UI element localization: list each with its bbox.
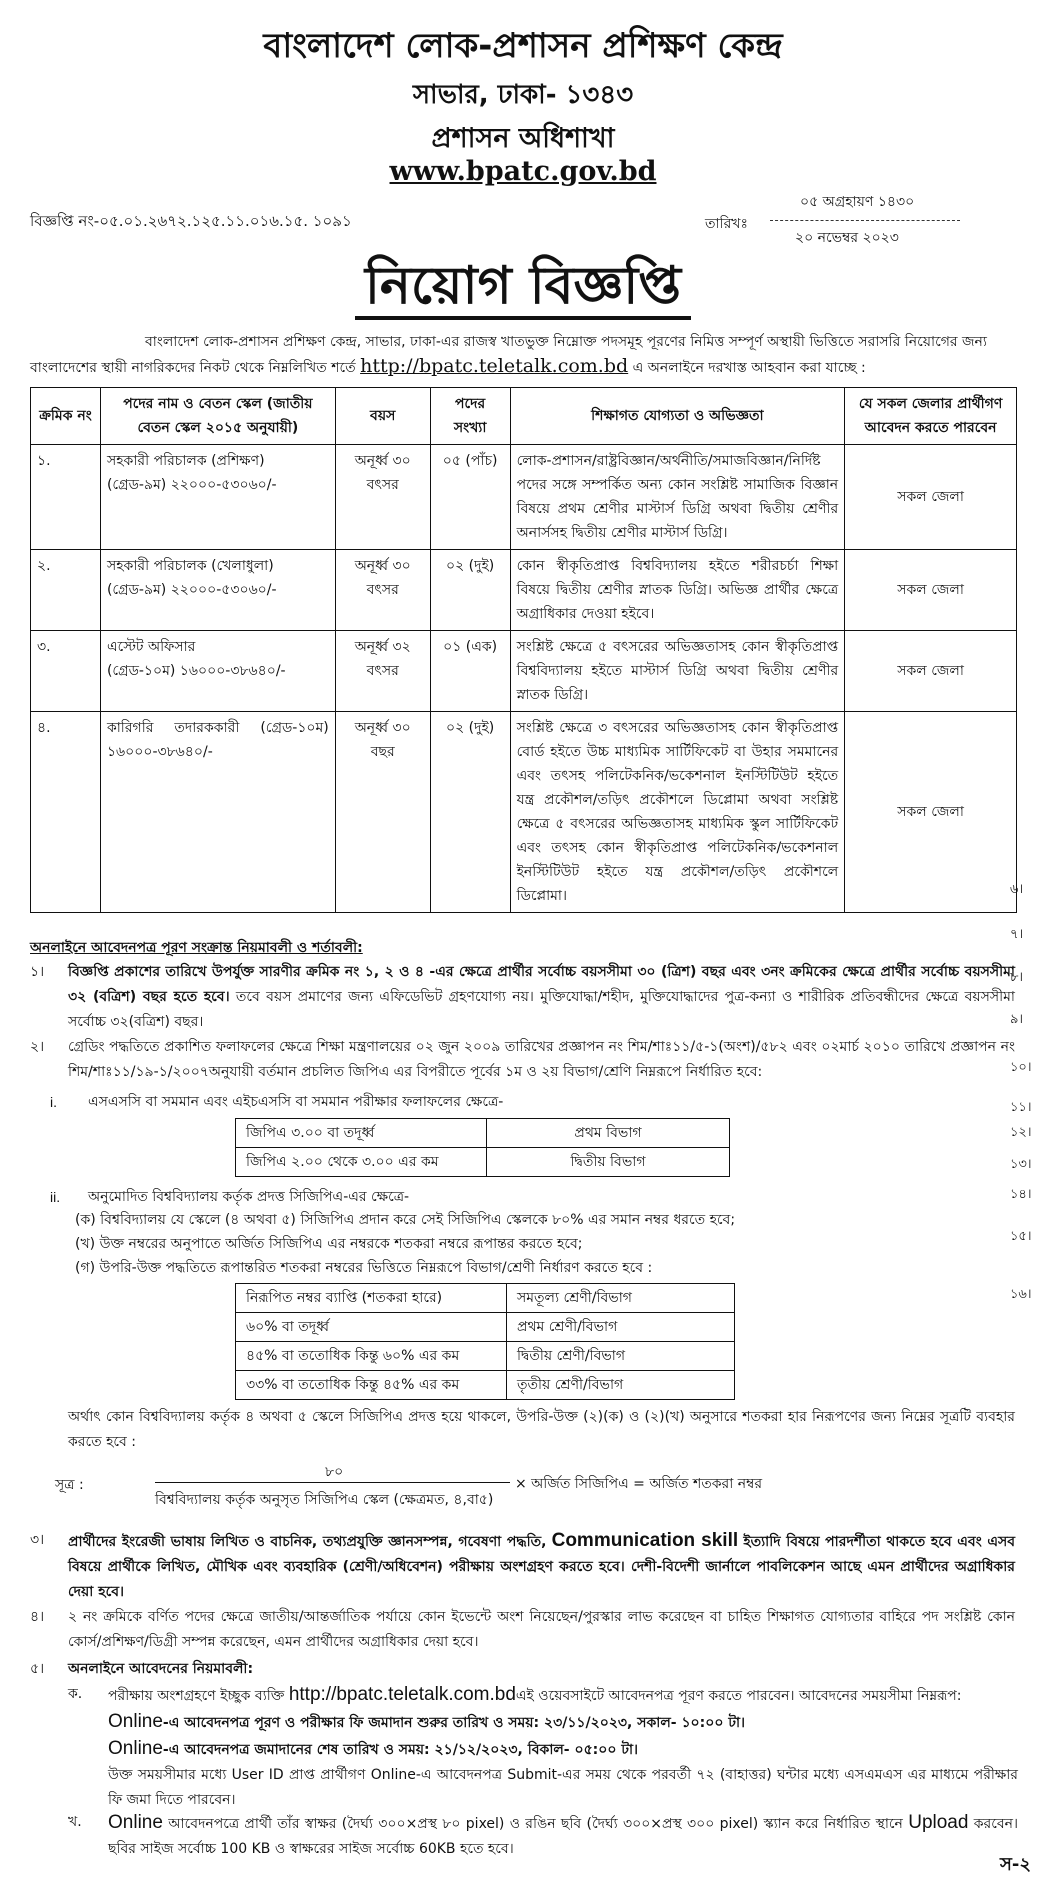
rule-1 — [30, 960, 1015, 1035]
gpa-range: জিপিএ ২.০০ থেকে ৩.০০ এর কম — [236, 1148, 487, 1177]
ka-text: পরীক্ষায় অংশগ্রহণে ইচ্ছুক ব্যক্তি — [108, 1688, 285, 1704]
posts-table — [30, 387, 1017, 913]
rule-text: ২ নং ক্রমিকে বর্ণিত পদের ক্ষেত্রে জাতীয়/আন্তর্জাতিক পর্যায়ে কোন ইভেন্টে অংশ নিয়েছেন/পুরস্কার লাভ করেছেন বা চাহিত শিক্ষাগত যোগ্যতার বাহিরে পদ সংশ্লিষ্ট কোন কোর্স/প্রশিক্ষণ/ডিগ্রী সম্পন্ন করেছেন, এমন প্রার্থীদের অগ্রাধিকার দেয়া হবে। — [68, 1609, 1015, 1650]
table-row — [236, 1148, 730, 1177]
rule-2-ga: (গ) উপরি-উক্ত পদ্ধতিতে রূপান্তরিত শতকরা নম্বরের ভিত্তিতে নিম্নরূপে বিভাগ/শ্রেণী নির্ধারণ করতে হবে : — [75, 1260, 653, 1276]
cell-post — [100, 631, 335, 712]
rule-number: ১। — [30, 964, 45, 980]
rule-2-ka: (ক) বিশ্ববিদ্যালয় যে স্কেলে (৪ অথবা ৫) সিজিপিএ প্রদান করে সেই সিজিপিএ স্কেলকে ৮০% এর সমান নম্বর ধরতে হবে; — [75, 1212, 736, 1228]
cgpa-formula — [55, 1460, 855, 1515]
start-date: -এ আবেদনপত্র পূরণ ও পরীক্ষার ফি জমাদান শুরুর তারিখ ও সময়: ২৩/১১/২০২৩, সকাল- ১০:০০ টা। — [162, 1715, 746, 1731]
cell-age: অনূর্ধ্ব ৩০ বছর — [335, 712, 430, 913]
post-grade: (গ্রেড-৯ম) ২২০০০-৫৩০৬০/- — [106, 477, 277, 493]
sub-text: এসএসসি বা সমমান এবং এইচএসসি বা সমমান পরীক্ষার ফলাফলের ক্ষেত্রে- — [88, 1094, 504, 1110]
table-row — [31, 631, 1017, 712]
intro-paragraph — [30, 330, 1020, 380]
cell-qualification: সংশ্লিষ্ট ক্ষেত্রে ৫ বৎসরের অভিজ্ঞতাসহ কোন স্বীকৃতিপ্রাপ্ত বিশ্ববিদ্যালয় হইতে মাস্টার্স ডিগ্রি অথবা দ্বিতীয় শ্রেণীর স্নাতক ডিগ্রি। — [510, 631, 845, 712]
formula-numerator: ৮০ — [325, 1464, 344, 1480]
rule-3-bold: প্রার্থীদের ইংরেজী ভাষায় লিখিত ও বাচনিক, তথ্যপ্রযুক্তি জ্ঞানসম্পন্ন, গবেষণা পদ্ধতি, — [68, 1534, 547, 1550]
cell-count: ০২ (দুই) — [430, 550, 510, 631]
pct-class: তৃতীয় শ্রেণী/বিভাগ — [507, 1371, 735, 1400]
online-start — [108, 1709, 1018, 1736]
page-mark: স-২ — [1000, 1854, 1032, 1875]
margin-number: ৮। — [1010, 970, 1024, 985]
pct-range: ৬০% বা তদূর্ধ্ব — [236, 1313, 507, 1342]
col-header-count: পদের সংখ্যা — [430, 388, 510, 445]
post-name: কারিগরি তদারককারী (গ্রেড-১০ম) ১৬০০০-৩৮৬৪০/- — [106, 720, 329, 760]
rules-heading: অনলাইনে আবেদনপত্র পূরণ সংক্রান্ত নিয়মাবলী ও শর্তাবলী: — [30, 940, 363, 956]
cell-qualification: লোক-প্রশাসন/রাষ্ট্রবিজ্ঞান/অর্থনীতি/সমাজবিজ্ঞান/নির্দিষ্ট পদের সঙ্গে সম্পর্কিত অন্য কোন সংশ্লিষ্ট সামাজিক বিজ্ঞান বিষয়ে প্রথম শ্রেণীর মাস্টার্স ডিগ্রি অথবা দ্বিতীয় শ্রেণীর অনার্সসহ দ্বিতীয় শ্রেণীর মাস্টার্স ডিগ্রি। — [510, 445, 845, 550]
cell-age: অনূর্ধ্ব ৩২ বৎসর — [335, 631, 430, 712]
margin-number: ৯। — [1010, 1012, 1024, 1027]
post-name: এস্টেট অফিসার — [106, 639, 196, 655]
rule-2-kha: (খ) উক্ত নম্বরের অনুপাতে অর্জিত সিজিপিএ এর নম্বরকে শতকরা নম্বরে রূপান্তর করতে হবে; — [75, 1236, 583, 1252]
table-row — [31, 712, 1017, 913]
cell-post — [100, 445, 335, 550]
sub-number: খ. — [68, 1814, 82, 1830]
org-name: বাংলাদেশ লোক-প্রশাসন প্রশিক্ষণ কেন্দ্র — [263, 26, 783, 66]
cell-serial: ৪. — [31, 712, 101, 913]
notice-title: নিয়োগ বিজ্ঞপ্তি — [355, 256, 691, 320]
cell-qualification: কোন স্বীকৃতিপ্রাপ্ত বিশ্ববিদ্যালয় হইতে শরীরচর্চা শিক্ষা বিষয়ে দ্বিতীয় শ্রেণীর স্নাতক ডিগ্রি। অভিজ্ঞ প্রার্থীর ক্ষেত্রে অগ্রাধিকার দেওয়া হইবে। — [510, 550, 845, 631]
cell-serial: ৩. — [31, 631, 101, 712]
pct-range: ৩৩% বা ততোধিক কিন্তু ৪৫% এর কম — [236, 1371, 507, 1400]
teletalk-link[interactable]: http://bpatc.teletalk.com.bd — [288, 1684, 516, 1705]
online-word: Online — [108, 1738, 163, 1759]
kha-text: আবেদনপত্রে প্রার্থী তাঁর স্বাক্ষর (দৈর্ঘ্য ৩০০×প্রস্থ ৮০ pixel) ও রঙিন ছবি (দৈর্ঘ্য ৩০০×প্রস্থ ৩০০ pixel) স্ক্যান করে নির্ধারিত স্থানে — [168, 1816, 903, 1832]
cell-count: ০২ (দুই) — [430, 712, 510, 913]
sub-text — [108, 1810, 1018, 1862]
rule-5-ka — [68, 1682, 1018, 1813]
formula-result: × অর্জিত সিজিপিএ = অর্জিত শতকরা নম্বর — [515, 1476, 763, 1492]
rule-1-rest: তবে বয়স প্রমাণের জন্য এফিডেভিট গ্রহণযোগ্য নয়। মুক্তিযোদ্ধা/শহীদ, মুক্তিযোদ্ধাদের পুত্র-কন্যা ও শারীরিক প্রতিবন্ধীদের ক্ষেত্রে বয়সসীমা সর্বোচ্চ ৩২(বত্রিশ) বছর। — [68, 989, 1015, 1030]
gpa-table — [235, 1118, 730, 1177]
website-link[interactable]: www.bpatc.gov.bd — [389, 156, 657, 187]
formula-label: সূত্র : — [55, 1477, 84, 1493]
margin-number: ১২। — [1010, 1125, 1032, 1140]
online-word: Online — [108, 1711, 163, 1732]
margin-number: ১১। — [1010, 1100, 1032, 1115]
rule-4 — [30, 1605, 1015, 1655]
teletalk-link[interactable]: http://bpatc.teletalk.com.bd — [360, 355, 629, 377]
cell-serial: ১. — [31, 445, 101, 550]
pct-class: প্রথম শ্রেণী/বিভাগ — [507, 1313, 735, 1342]
gpa-division: দ্বিতীয় বিভাগ — [487, 1148, 730, 1177]
wing-name: প্রশাসন অধিশাখা — [431, 123, 615, 154]
margin-number: ৭। — [1010, 927, 1024, 942]
rule-3 — [30, 1528, 1015, 1605]
cell-count: ০১ (এক) — [430, 631, 510, 712]
rule-number: ৩। — [30, 1532, 45, 1548]
margin-number: ১৩। — [1010, 1157, 1032, 1172]
pct-class: দ্বিতীয় শ্রেণী/বিভাগ — [507, 1342, 735, 1371]
pct-class: সমতূল্য শ্রেণী/বিভাগ — [507, 1284, 735, 1313]
rule-5-kha — [68, 1810, 1018, 1862]
communication-skill: Communication skill — [551, 1530, 739, 1551]
margin-number: ১৪। — [1010, 1187, 1032, 1202]
rule-5 — [30, 1657, 1015, 1682]
date-english: ২০ নভেম্বর ২০২৩ — [795, 230, 899, 246]
col-header-age: বয়স — [335, 388, 430, 445]
rule-text: গ্রেডিং পদ্ধতিতে প্রকাশিত ফলাফলের ক্ষেত্রে শিক্ষা মন্ত্রণালয়ের ০২ জুন ২০০৯ তারিখের প্রজ্ঞাপন নং শিম/শাঃ১১/৫-১(অংশ)/৫৮২ এবং ০২মার্চ ২০১০ তারিখে প্রজ্ঞাপন নং শিম/শাঃ১১/১৯-১/২০০৭অনুযায়ী বর্তমান প্রচলিত জিপিএ এর বিপরীতে পূর্বের ১ম ও ২য় বিভাগ/শ্রেণি নিম্নরূপে নির্ধারিত হবে: — [68, 1039, 1015, 1080]
formula-fraction-line — [155, 1482, 510, 1483]
cell-age: অনূর্ধ্ব ৩০ বৎসর — [335, 445, 430, 550]
col-header-post: পদের নাম ও বেতন স্কেল (জাতীয় বেতন স্কেল ২০১৫ অনুযায়ী) — [100, 388, 335, 445]
rule-2 — [30, 1035, 1015, 1085]
rule-number: ২। — [30, 1039, 45, 1055]
sub-number: ক. — [68, 1686, 83, 1702]
table-row — [236, 1119, 730, 1148]
fee-note: উক্ত সময়সীমার মধ্যে User ID প্রাপ্ত প্রার্থীগণ Online-এ আবেদনপত্র Submit-এর সময় থেকে পরবর্তী ৭২ (বাহাত্তর) ঘন্টার মধ্যে এসএমএস এর মাধ্যমে পরীক্ষার ফি জমা দিতে পারবেন। — [108, 1767, 1018, 1808]
rule-2-i — [50, 1090, 950, 1115]
formula-denominator: বিশ্ববিদ্যালয় কর্তৃক অনুসৃত সিজিপিএ স্কেল (ক্ষেত্রমত, ৪,বা৫) — [155, 1492, 494, 1508]
table-row — [31, 550, 1017, 631]
cell-qualification: সংশ্লিষ্ট ক্ষেত্রে ৩ বৎসরের অভিজ্ঞতাসহ কোন স্বীকৃতিপ্রাপ্ত বোর্ড হইতে উচ্চ মাধ্যমিক সার্টিফিকেট বা উহার সমমানের এবং তৎসহ পলিটেকনিক/ভকেশনাল ইনস্টিটিউট হইতে যন্ত্র প্রকৌশল/তড়িৎ প্রকৌশলে ডিপ্লোমা অথবা সংশ্লিষ্ট ক্ষেত্রে ৫ বৎসরের অভিজ্ঞতাসহ মাধ্যমিক স্কুল সার্টিফিকেট এবং তৎসহ কোন স্বীকৃতিপ্রাপ্ত পলিটেকনিক/ভকেশনাল ইনস্টিটিউট হইতে যন্ত্র প্রকৌশল/তড়িৎ প্রকৌশলে ডিপ্লোমা। — [510, 712, 845, 913]
date-label: তারিখঃ — [705, 216, 748, 232]
cell-district: সকল জেলা — [845, 445, 1017, 550]
sub-number: ii. — [50, 1189, 61, 1205]
sub-number: i. — [50, 1094, 57, 1110]
post-grade: (গ্রেড-১০ম) ১৬০০০-৩৮৬৪০/- — [106, 663, 286, 679]
gpa-division: প্রথম বিভাগ — [487, 1119, 730, 1148]
pct-range: ৪৫% বা ততোধিক কিন্তু ৬০% এর কম — [236, 1342, 507, 1371]
col-header-qualification: শিক্ষাগত যোগ্যতা ও অভিজ্ঞতা — [510, 388, 845, 445]
notice-title-wrap — [0, 245, 1046, 332]
online-end — [108, 1736, 1018, 1763]
pct-range: নিরূপিত নম্বর ব্যাপ্তি (শতকরা হারে) — [236, 1284, 507, 1313]
post-grade: (গ্রেড-৯ম) ২২০০০-৫৩০৬০/- — [106, 582, 277, 598]
table-header-row — [31, 388, 1017, 445]
cell-post — [100, 550, 335, 631]
sub-text: অনুমোদিত বিশ্ববিদ্যালয় কর্তৃক প্রদত্ত সিজিপিএ-এর ক্ষেত্রে- — [88, 1189, 410, 1205]
upload-word: Upload — [908, 1812, 969, 1833]
cell-district: সকল জেলা — [845, 712, 1017, 913]
cell-district: সকল জেলা — [845, 550, 1017, 631]
table-row — [31, 445, 1017, 550]
table-row — [236, 1284, 735, 1313]
online-word: Online — [108, 1812, 163, 1833]
col-header-serial: ক্রমিক নং — [31, 388, 101, 445]
margin-number: ১০। — [1010, 1060, 1032, 1075]
cell-district: সকল জেলা — [845, 631, 1017, 712]
date-bangla: ০৫ অগ্রহায়ণ ১৪৩০ — [800, 194, 915, 210]
org-address: সাভার, ঢাকা- ১৩৪৩ — [412, 80, 634, 110]
ka-text-b: এই ওয়েবসাইটে আবেদনপত্র পূরণ করতে পারবেন। আবেদনের সময়সীমা নিম্নরূপ: — [515, 1688, 962, 1704]
rule-2-explanation: অর্থাৎ কোন বিশ্ববিদ্যালয় কর্তৃক ৪ অথবা ৫ স্কেলে সিজিপিএ প্রদত্ত হয়ে থাকলে, উপরি-উক্ত (২)(ক) ও (২)(খ) অনুসারে শতকরা হার নিরূপণের জন্য নিম্নের সূত্রটি ব্যবহার করতে হবে : — [68, 1409, 1015, 1450]
margin-number: ১৬। — [1010, 1287, 1032, 1302]
sub-text — [108, 1682, 1018, 1709]
cell-count: ০৫ (পাঁচ) — [430, 445, 510, 550]
kha-text-end: করবেন। ছবির সাইজ সর্বোচ্চ 100 KB ও স্বাক্ষরের সাইজ সর্বোচ্চ 60KB হতে হবে। — [108, 1816, 1019, 1857]
rule-text — [68, 960, 1015, 1035]
post-name: সহকারী পরিচালক (খেলাধুলা) — [106, 558, 274, 574]
intro-text: বাংলাদেশ লোক-প্রশাসন প্রশিক্ষণ কেন্দ্র, সাভার, ঢাকা-এর রাজস্ব খাতভুক্ত নিম্নোক্ত পদসমূহ পূরণের নিমিত্ত সম্পূর্ণ অস্থায়ী ভিত্তিতে সরাসরি নিয়োগের জন্য বাংলাদেশের স্থায়ী নাগরিকদের নিকট থেকে নিম্নলিখিত শর্তে — [30, 334, 987, 376]
margin-number: ১৫। — [1010, 1229, 1032, 1244]
rule-1-bold: বিজ্ঞপ্তি প্রকাশের তারিখে উপর্যুক্ত সারণীর ক্রমিক নং ১, ২ ও ৪ -এর ক্ষেত্রে প্রার্থীর সর্বোচ্চ বয়সসীমা ৩০ (ত্রিশ) বছর এবং ৩নং ক্রমিকের ক্ষেত্রে প্রার্থীর সর্বোচ্চ বয়সসীমা ৩২ (বত্রিশ) বছর হতে হবে। — [68, 964, 1015, 1005]
table-row — [236, 1371, 735, 1400]
rule-3-bold-b: ইত্যাদি বিষয়ে পারদর্শীতা থাকতে হবে এবং এসব বিষয়ে প্রার্থীকে লিখিত, মৌখিক এবং ব্যবহারিক (শ্রেণী/অধিবেশন) পরীক্ষায় অংশগ্রহণ করতে হবে। দেশী-বিদেশী জার্নালে পাবলিকেশন আছে এমন প্রার্থীদের অগ্রাধিকার দেয়া হবে। — [68, 1534, 1016, 1600]
rule-number: ৫। — [30, 1661, 45, 1677]
table-row — [236, 1342, 735, 1371]
post-name: সহকারী পরিচালক (প্রশিক্ষণ) — [106, 453, 265, 469]
cell-serial: ২. — [31, 550, 101, 631]
rule-5-heading: অনলাইনে আবেদনের নিয়মাবলী: — [68, 1661, 254, 1677]
rule-2-ii — [50, 1185, 950, 1210]
end-date: -এ আবেদনপত্র জমাদানের শেষ তারিখ ও সময়: ২১/১২/২০২৩, বিকাল- ০৫:০০ টা। — [162, 1742, 639, 1758]
gpa-range: জিপিএ ৩.০০ বা তদূর্ধ্ব — [236, 1119, 487, 1148]
rule-text — [68, 1528, 1015, 1605]
col-header-district: যে সকল জেলার প্রার্থীগণ আবেদন করতে পারবেন — [845, 388, 1017, 445]
cell-post — [100, 712, 335, 913]
reference-number: বিজ্ঞপ্তি নং-০৫.০১.২৬৭২.১২৫.১১.০১৬.১৫. ১০৯১ — [30, 212, 352, 230]
cell-age: অনূর্ধ্ব ৩০ বৎসর — [335, 550, 430, 631]
rule-number: ৪। — [30, 1609, 45, 1625]
date-divider — [770, 220, 960, 221]
table-row — [236, 1313, 735, 1342]
intro-text-end: এ অনলাইনে দরখাস্ত আহবান করা যাচ্ছে : — [632, 360, 866, 376]
margin-number: ৬। — [1010, 882, 1024, 897]
percentage-table — [235, 1283, 735, 1400]
